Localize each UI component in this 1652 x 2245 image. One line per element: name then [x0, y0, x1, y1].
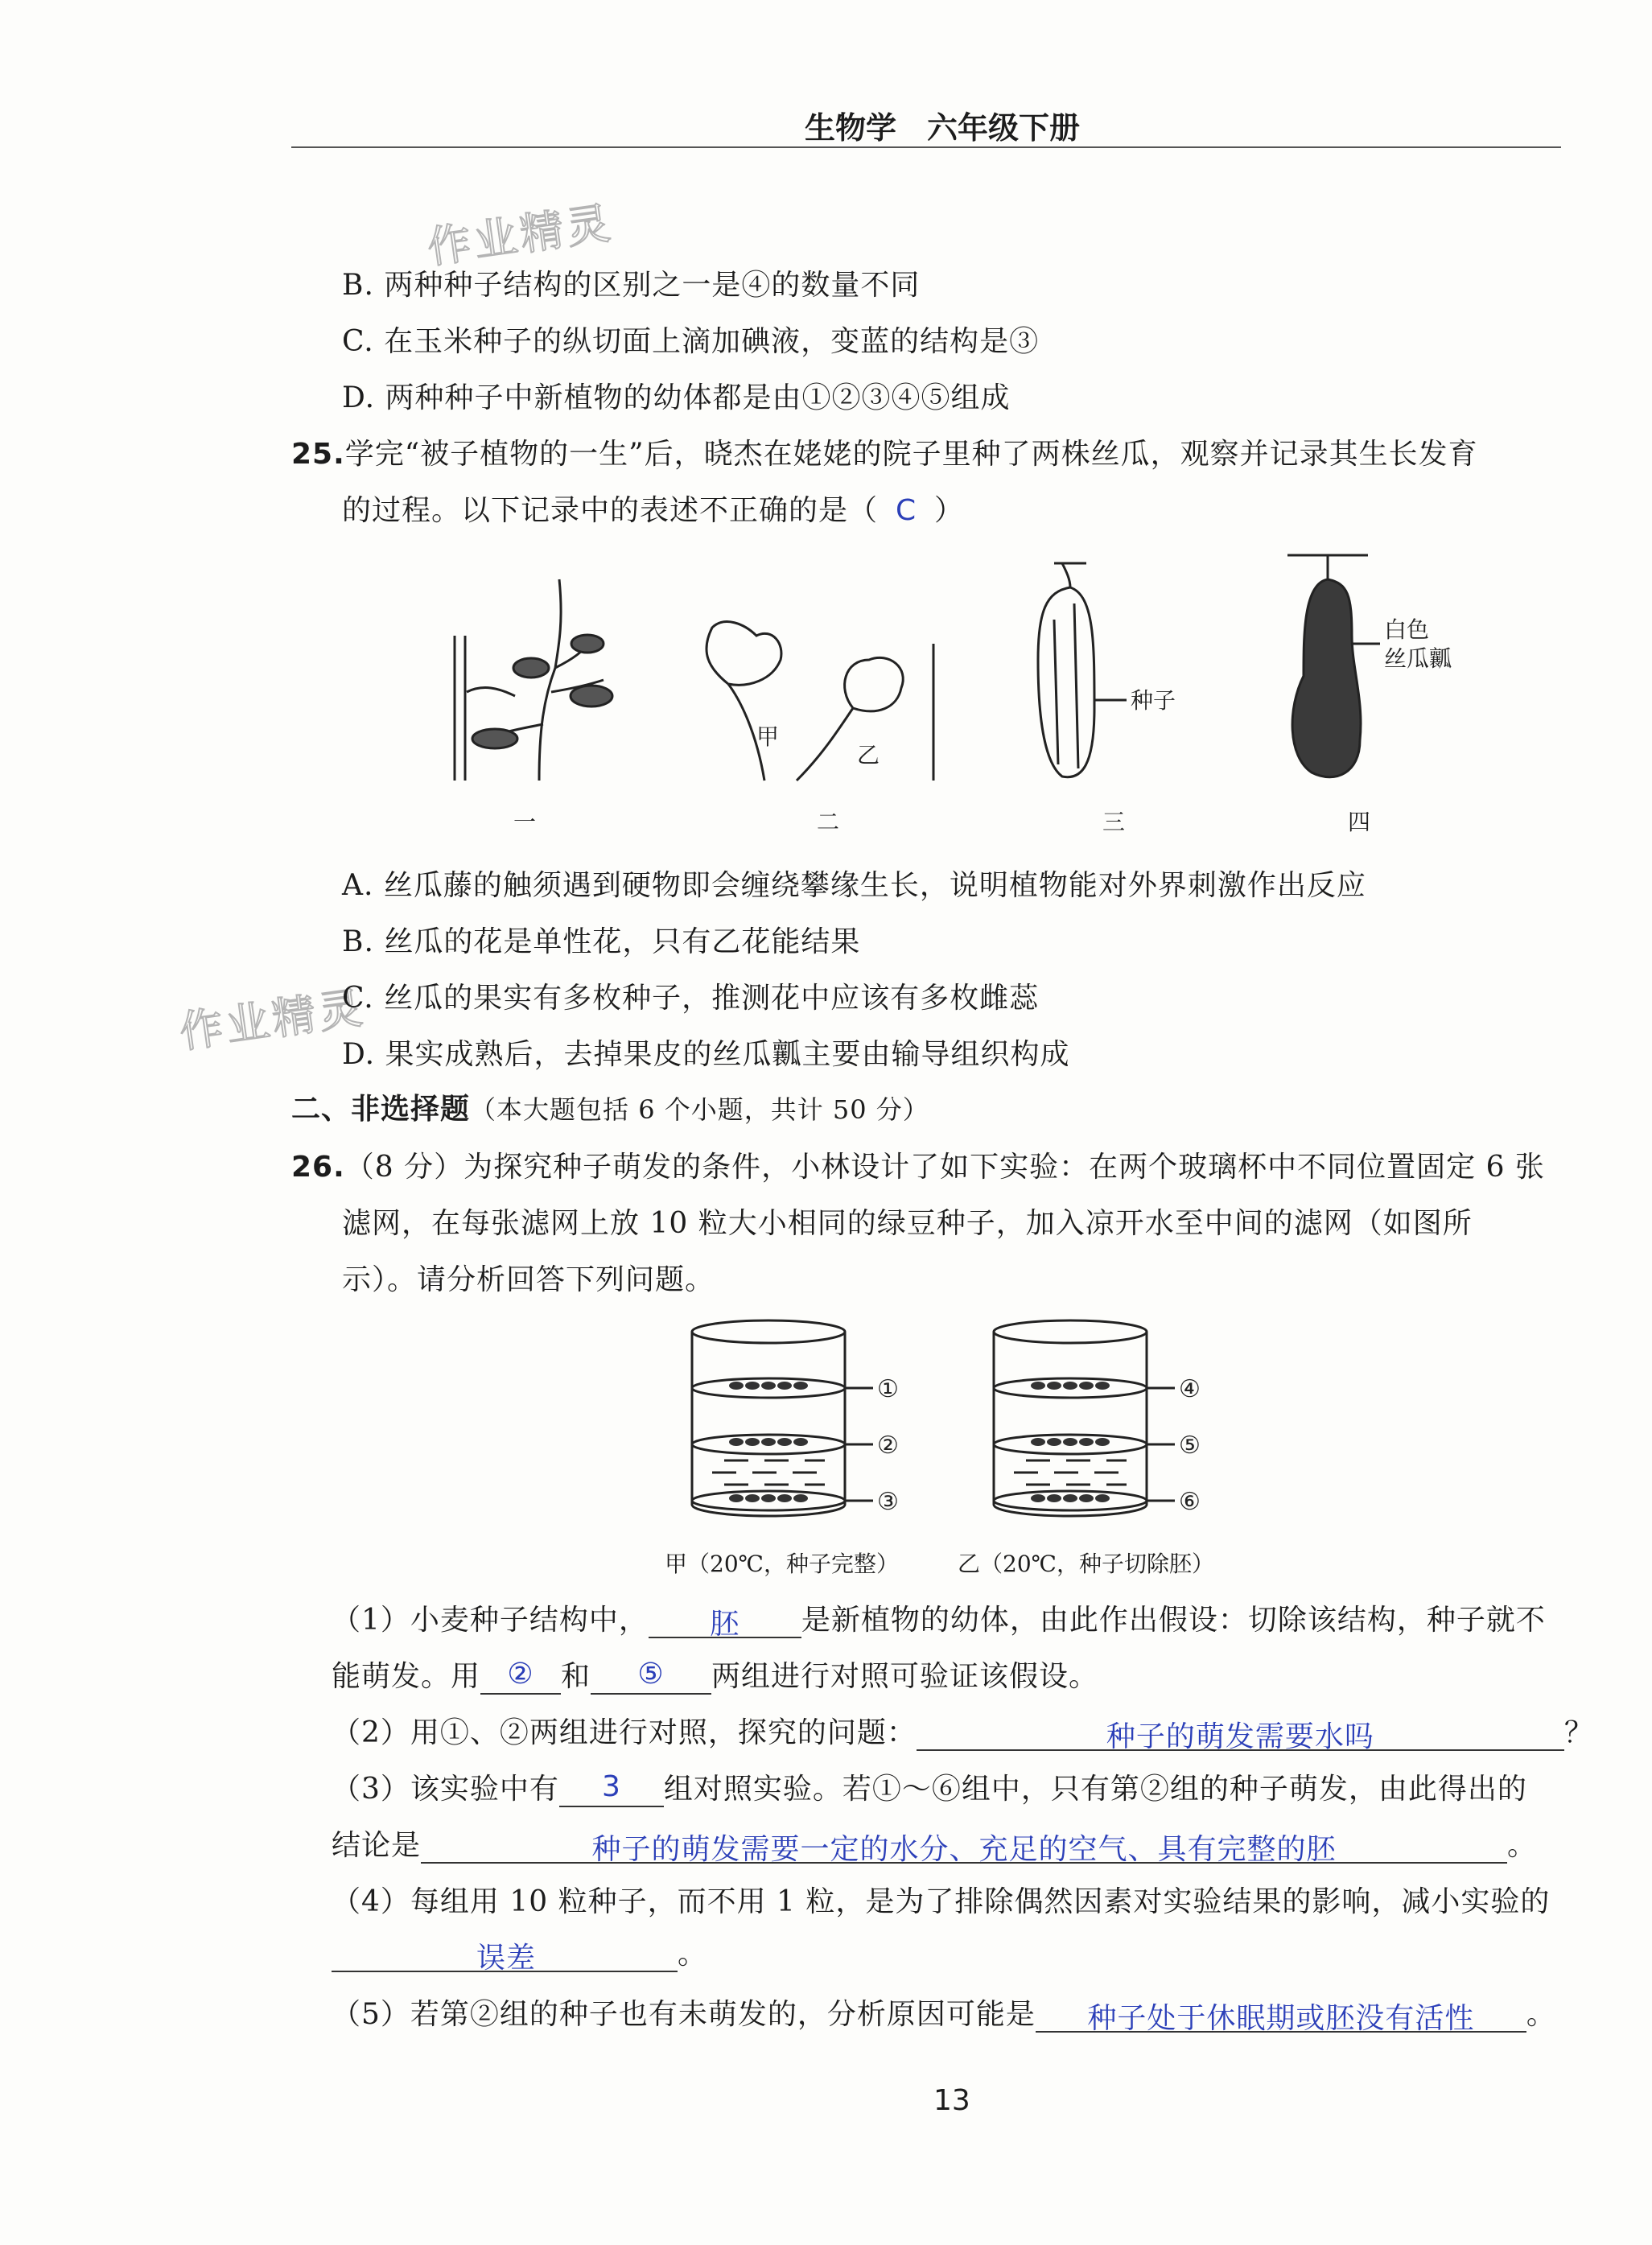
answer-5: 3	[601, 1770, 621, 1803]
mark-1: ①	[877, 1375, 899, 1403]
q26-sub1-line1	[332, 1597, 1546, 1641]
q25-text2: 的过程。以下记录中的表述不正确的是（	[342, 494, 879, 527]
q26-sub2	[332, 1710, 1594, 1751]
answer-blank-5	[559, 1770, 664, 1807]
answer-1: 胚	[710, 1608, 740, 1641]
answer-3: ⑤	[637, 1658, 665, 1691]
q26-p1b: 是新植物的幼体，由此作出假设：切除该结构，种子就不	[801, 1604, 1546, 1637]
q25-stem-line1	[291, 431, 1478, 472]
fig-caption-jia: 甲（20℃，种子完整）	[665, 1551, 899, 1577]
q26-p1e: 两组进行对照可验证该假设。	[711, 1660, 1099, 1693]
q25-text: 学完“被子植物的一生”后，晓杰在姥姥的院子里种了两株丝瓜，观察并记录其生长发育	[344, 438, 1478, 471]
fig-caption-yi: 乙（20℃，种子切除胚）	[958, 1551, 1214, 1577]
label-yi: 乙	[857, 742, 880, 768]
q26-p1d: 和	[561, 1660, 591, 1693]
answer-2: ②	[507, 1658, 534, 1691]
answer-blank-7	[332, 1935, 678, 1975]
fig-caption-3: 三	[1102, 809, 1126, 835]
mark-6: ⑥	[1179, 1488, 1201, 1516]
q25-option-b: B. 丝瓜的花是单性花，只有乙花能结果	[342, 925, 861, 958]
mark-2: ②	[877, 1431, 899, 1460]
fig-caption-2: 二	[817, 809, 840, 835]
q26-sub3-line2	[332, 1823, 1537, 1864]
answer-blank-6	[421, 1827, 1507, 1864]
q26-p2a: （2）用①、②两组进行对照，探究的问题：	[332, 1716, 917, 1749]
q26-sub3-line1	[332, 1766, 1527, 1807]
q26-stem-line2: 滤网，在每张滤网上放 10 粒大小相同的绿豆种子，加入凉开水至中间的滤网（如图所	[342, 1207, 1473, 1240]
q26-p2b: ？	[1563, 1716, 1594, 1749]
loofah-fruit-drawing	[1038, 563, 1127, 777]
answer-blank-3	[591, 1658, 711, 1695]
answer-blank-1	[649, 1601, 801, 1641]
q26-p3d: 。	[1507, 1829, 1538, 1862]
answer-blank-8	[1036, 1996, 1526, 2033]
q25-option-a: A. 丝瓜藤的触须遇到硬物即会缠绕攀缘生长，说明植物能对外界刺激作出反应	[342, 869, 1366, 902]
loofah-sponge-drawing	[1287, 555, 1380, 777]
beaker-jia	[692, 1320, 873, 1516]
label-loofah-sponge: 丝瓜瓤	[1384, 645, 1452, 672]
page-number: 13	[933, 2084, 970, 2117]
loofah-flower-drawing	[707, 622, 933, 781]
q25-figure	[418, 547, 1465, 805]
q24-option-d: D. 两种种子中新植物的幼体都是由①②③④⑤组成	[342, 381, 1011, 414]
q26-p1c: 能萌发。用	[332, 1660, 481, 1693]
answer-4: 种子的萌发需要水吗	[1106, 1720, 1374, 1753]
q26-figure	[676, 1312, 1255, 1545]
q25-number: 25.	[291, 438, 345, 471]
q25-stem-line2	[342, 488, 964, 529]
section-heading	[291, 1086, 929, 1127]
watermark: 作业精灵	[176, 982, 369, 1058]
q26-p1a: （1）小麦种子结构中，	[332, 1604, 649, 1637]
mark-3: ③	[877, 1488, 899, 1516]
loofah-vine-drawing	[455, 579, 612, 781]
beaker-yi	[994, 1320, 1175, 1516]
q25-option-c: C. 丝瓜的果实有多枚种子，推测花中应该有多枚雌蕊	[342, 982, 1040, 1015]
section-title: 二、非选择题	[291, 1093, 471, 1126]
mark-4: ④	[1179, 1375, 1201, 1403]
q26-p3c: 结论是	[332, 1829, 422, 1862]
q24-option-c: C. 在玉米种子的纵切面上滴加碘液，变蓝的结构是③	[342, 325, 1040, 358]
section-note: （本大题包括 6 个小题，共计 50 分）	[470, 1094, 929, 1125]
mark-5: ⑤	[1179, 1431, 1201, 1460]
label-jia: 甲	[756, 723, 780, 750]
watermark: 作业精灵	[424, 197, 616, 274]
q26-number: 26.	[291, 1151, 345, 1184]
q26-sub5	[332, 1992, 1556, 2033]
fig-caption-1: 一	[513, 809, 537, 835]
q26-sub4-line1: （4）每组用 10 粒种子，而不用 1 粒，是为了排除偶然因素对实验结果的影响，减小实验的	[332, 1885, 1551, 1918]
label-seed: 种子	[1131, 687, 1176, 714]
answer-blank-2	[480, 1658, 561, 1695]
label-white: 白色	[1384, 616, 1430, 643]
q26-p4b: 。	[678, 1938, 708, 1971]
q26-stem-line1	[291, 1144, 1545, 1185]
q24-option-b: B. 两种种子结构的区别之一是④的数量不同	[342, 269, 921, 302]
q25-option-d: D. 果实成熟后，去掉果皮的丝瓜瓤主要由输导组织构成	[342, 1038, 1070, 1071]
q25-close: ）	[934, 494, 965, 527]
fig-caption-4: 四	[1348, 809, 1371, 835]
q26-sub1-line2	[332, 1654, 1098, 1695]
q25-answer: C	[895, 494, 917, 527]
q26-sub4-line2	[332, 1931, 708, 1975]
answer-8: 种子处于休眠期或胚没有活性	[1087, 2002, 1475, 2035]
q26-p3b: 组对照实验。若①～⑥组中，只有第②组的种子萌发，由此得出的	[663, 1773, 1527, 1806]
header-rule	[291, 146, 1561, 148]
q26-p5b: 。	[1526, 1998, 1556, 2031]
answer-7: 误差	[476, 1942, 537, 1975]
q26-p5a: （5）若第②组的种子也有未萌发的，分析原因可能是	[332, 1998, 1036, 2031]
answer-6: 种子的萌发需要一定的水分、充足的空气、具有完整的胚	[591, 1833, 1337, 1866]
q26-text1: （8 分）为探究种子萌发的条件，小林设计了如下实验：在两个玻璃杯中不同位置固定 6 张	[344, 1151, 1545, 1184]
q26-p3a: （3）该实验中有	[332, 1773, 559, 1806]
q26-stem-line3: 示）。请分析回答下列问题。	[342, 1263, 715, 1296]
page-header: 生物学 六年级下册	[805, 110, 1081, 146]
answer-blank-4	[917, 1714, 1564, 1751]
